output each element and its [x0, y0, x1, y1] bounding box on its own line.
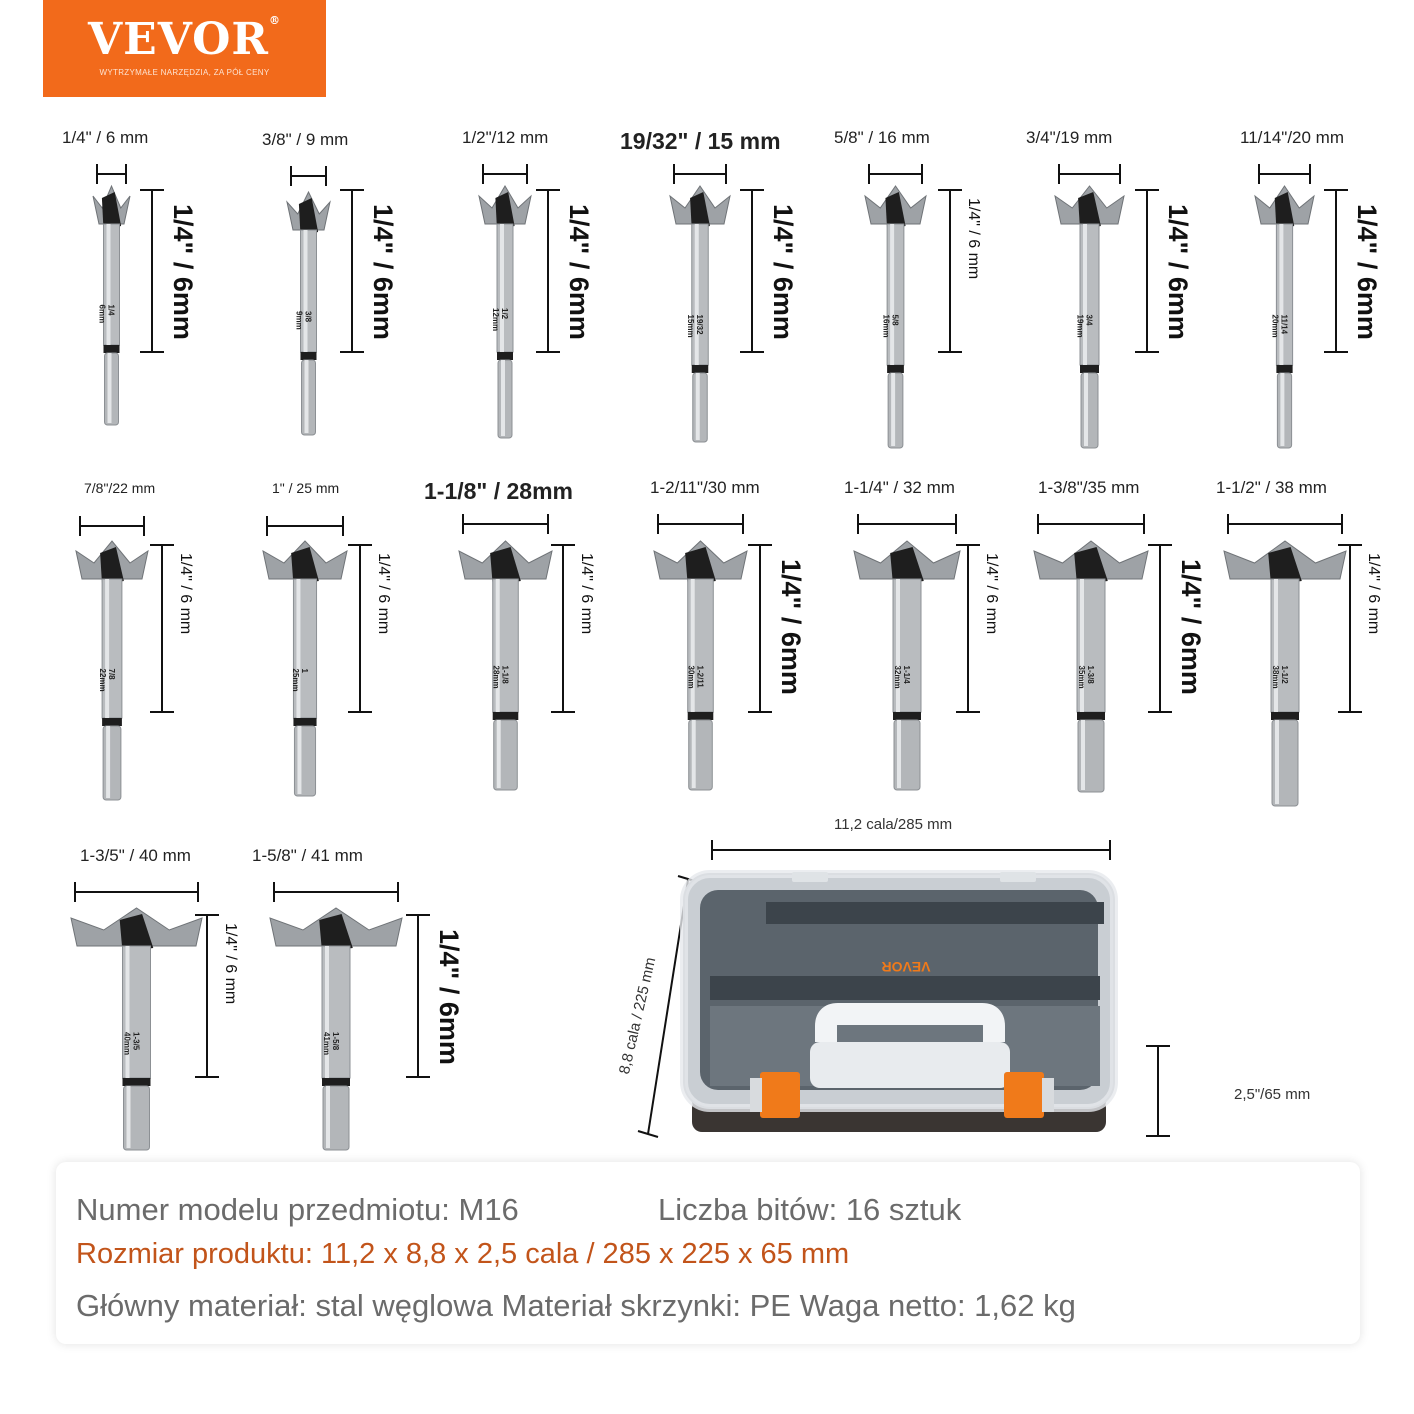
bit-diameter-label: 5/8" / 16 mm	[834, 128, 930, 147]
bit-engraving-mm: 30mm	[686, 665, 696, 689]
bit-engraving-mm: 40mm	[122, 1032, 132, 1056]
bit-shank-label: 1/4" / 6mm	[768, 204, 798, 340]
bit-engraving-inch: 7/8	[107, 668, 116, 680]
bit-diameter-label: 1/4" / 6 mm	[62, 128, 149, 147]
bit-diameter-label: 1-3/8"/35 mm	[1038, 478, 1140, 497]
bit-diameter-label: 7/8"/22 mm	[84, 480, 156, 496]
bit-engraving-inch: 1-5/8	[331, 1032, 340, 1051]
bit-shank-label: 1/4" / 6mm	[434, 929, 464, 1065]
bit-engraving-mm: 38mm	[1271, 665, 1280, 689]
bit-diameter-label: 3/8" / 9 mm	[262, 130, 349, 149]
bit-shank-label: 1/4" / 6mm	[776, 559, 806, 695]
bit-engraving-inch: 1/2	[500, 308, 509, 320]
bit-shank-label: 1/4" / 6mm	[1352, 204, 1382, 340]
bit-shank-label: 1/4" / 6mm	[1176, 559, 1206, 695]
bit-engraving-inch: 1-3/5	[131, 1032, 141, 1051]
bit-engraving-inch: 1-3/8	[1086, 665, 1095, 684]
bit-shank-label: 1/4" / 6mm	[168, 204, 198, 340]
bit-engraving-inch: 5/8	[890, 314, 900, 326]
bit-diameter-label: 1/2"/12 mm	[462, 128, 549, 147]
bit-shank-label: 1/4" / 6 mm	[177, 553, 194, 635]
bit-engraving-mm: 28mm	[491, 665, 501, 689]
bit-engraving-mm: 15mm	[686, 314, 695, 338]
bit-diameter-label: 1-1/4" / 32 mm	[844, 478, 955, 497]
spec-size: Rozmiar produktu: 11,2 x 8,8 x 2,5 cala / 285 x 225 x 65 mm	[76, 1238, 850, 1270]
bit-engraving-mm: 35mm	[1077, 665, 1086, 689]
bit-engraving-mm: 9mm	[294, 311, 304, 330]
bit-engraving-mm: 6mm	[97, 304, 107, 324]
bit-shank-label: 1/4" / 6 mm	[578, 553, 595, 635]
case-height-label: 2,5"/65 mm	[1234, 1086, 1311, 1103]
bit-engraving-inch: 1/4	[106, 304, 116, 316]
bit-engraving-mm: 25mm	[291, 668, 300, 692]
bit-shank-label: 1/4" / 6 mm	[965, 198, 982, 280]
spec-model: Numer modelu przedmiotu: M16	[76, 1192, 519, 1227]
bit-engraving-inch: 1-1/4	[902, 665, 911, 684]
bit-engraving-mm: 32mm	[893, 665, 902, 689]
bit-diameter-label: 1-5/8" / 41 mm	[252, 846, 363, 865]
bit-diameter-label: 1-2/11"/30 mm	[650, 478, 760, 497]
bit-engraving-mm: 19mm	[1075, 314, 1085, 338]
case-illustration	[600, 810, 1300, 1150]
bit-diameter-label: 1-3/5" / 40 mm	[80, 846, 191, 865]
bit-engraving-inch: 1-1/8	[500, 665, 510, 684]
bit-engraving-inch: 19/32	[695, 314, 704, 335]
storage-case-diagram	[600, 810, 1311, 1150]
bit-shank-label: 1/4" / 6 mm	[983, 553, 1000, 635]
bit-shank-label: 1/4" / 6mm	[368, 204, 398, 340]
bit-engraving-inch: 11/14	[1279, 314, 1289, 335]
bit-diameter-label: 11/14"/20 mm	[1240, 128, 1344, 147]
bit-diameter-label: 1" / 25 mm	[272, 480, 340, 496]
bit-engraving-mm: 41mm	[322, 1032, 331, 1056]
bit-shank-label: 1/4" / 6 mm	[1365, 553, 1382, 635]
specs-panel	[56, 1162, 1360, 1344]
bit-engraving-inch: 1	[300, 668, 309, 673]
bit-engraving-inch: 3/4	[1084, 314, 1094, 326]
bit-engraving-inch: 3/8	[303, 311, 313, 323]
spec-material: Główny materiał: stal węglowa Materiał skrzynki: PE Waga netto: 1,62 kg	[76, 1288, 1076, 1323]
bit-engraving-mm: 12mm	[491, 308, 500, 332]
bit-diameter-label: 3/4"/19 mm	[1026, 128, 1113, 147]
spec-count: Liczba bitów: 16 sztuk	[658, 1192, 962, 1227]
bit-engraving-mm: 20mm	[1270, 314, 1280, 338]
bit-diameter-rest: 15 mm	[707, 128, 781, 154]
bit-diameter-label: 1-1/8" / 28mm	[424, 478, 573, 504]
logo-brand-text: VEVOR	[88, 14, 269, 65]
bit-engraving-inch: 1-2/11	[695, 665, 705, 688]
bit-shank-label: 1/4" / 6mm	[564, 204, 594, 340]
bit-diameter-bold: 19/32" /	[620, 128, 708, 154]
bit-engraving-inch: 1-1/2	[1280, 665, 1289, 684]
bit-engraving-mm: 22mm	[98, 668, 107, 692]
logo-tagline: WYTRZYMAŁE NARZĘDZIA, ZA PÓŁ CENY	[99, 68, 270, 77]
bit-shank-label: 1/4" / 6 mm	[375, 553, 392, 635]
case-depth-label: 8,8 cala / 225 mm	[616, 955, 660, 1076]
bit-diameter-label: 1-1/2" / 38 mm	[1216, 478, 1327, 497]
case-brand-mark: VEVOR	[881, 959, 931, 975]
bit-engraving-mm: 16mm	[881, 314, 891, 338]
bit-shank-label: 1/4" / 6 mm	[222, 923, 239, 1005]
case-width-label: 11,2 cala/285 mm	[834, 816, 953, 833]
bit-shank-label: 1/4" / 6mm	[1163, 204, 1193, 340]
logo-reg-mark: ®	[268, 14, 281, 27]
